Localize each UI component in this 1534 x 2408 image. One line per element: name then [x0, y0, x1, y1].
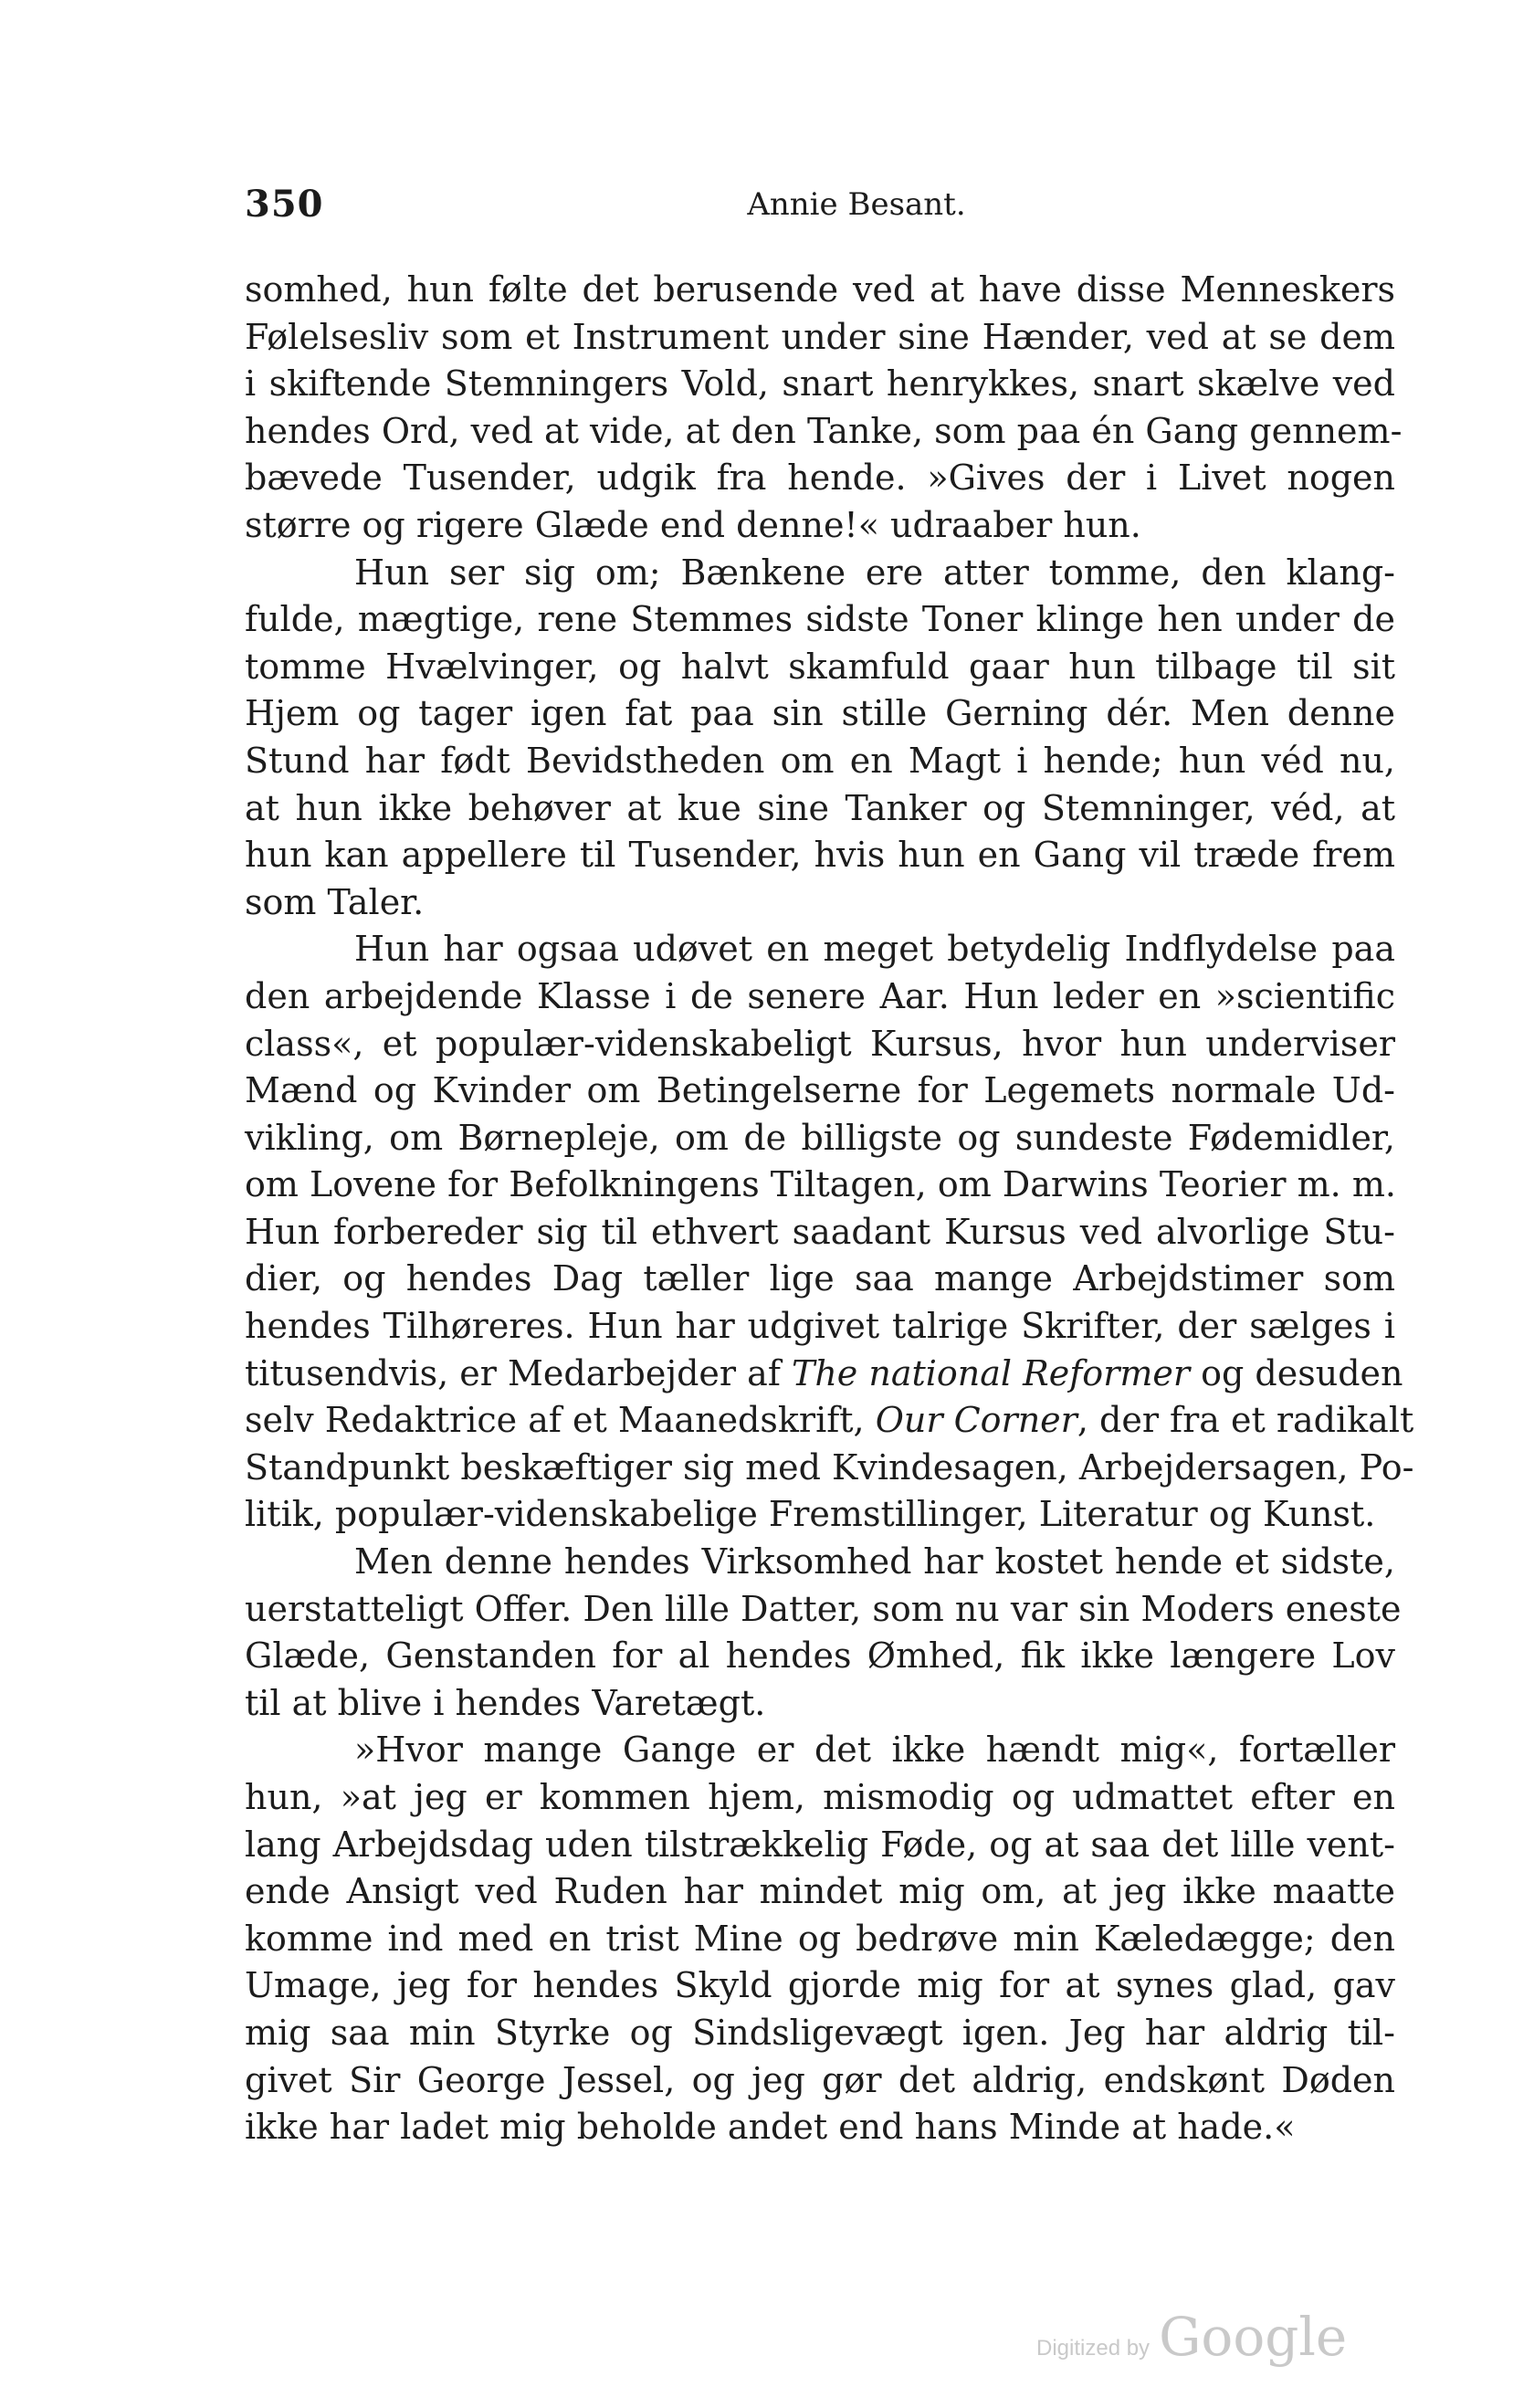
- text-line: komme ind med en trist Mine og bedrøve min Kæledægge; den: [245, 1918, 1395, 1959]
- paragraph-2: [245, 550, 1395, 927]
- paragraph-5: [245, 1727, 1395, 2150]
- line-text: selv Redaktrice af et Maanedskrift,: [245, 1400, 876, 1441]
- text-line: mig saa min Styrke og Sindsligevægt igen. Jeg har aldrig til-: [245, 2012, 1395, 2053]
- text-line: hendes Tilhøreres. Hun har udgivet talrige Skrifter, der sælges i: [245, 1306, 1395, 1347]
- text-line: Hjem og tager igen fat paa sin stille Gerning dér. Men denne: [245, 693, 1395, 734]
- page-number: 350: [245, 183, 324, 226]
- text-line: som Taler.: [245, 881, 425, 922]
- line-text: , der fra et radikalt: [1077, 1400, 1414, 1441]
- google-logo: Google: [1159, 2306, 1348, 2368]
- text-line: Følelsesliv som et Instrument under sine Hænder, ved at se dem: [245, 316, 1395, 357]
- paragraph-4: [245, 1539, 1402, 1727]
- digitized-label: Digitized by: [1036, 2336, 1150, 2361]
- text-line: uerstatteligt Offer. Den lille Datter, som nu var sin Moders eneste: [245, 1588, 1402, 1629]
- digitized-watermark: [1036, 2306, 1347, 2368]
- text-line: fulde, mægtige, rene Stemmes sidste Toner klinge hen under de: [245, 599, 1395, 640]
- text-line: somhed, hun følte det berusende ved at have disse Menneskers: [245, 269, 1395, 310]
- paragraph-1: [245, 267, 1403, 550]
- text-line: bævede Tusender, udgik fra hende. »Gives der i Livet nogen: [245, 457, 1395, 499]
- text-line-with-title: [245, 1397, 1414, 1445]
- text-line: vikling, om Børnepleje, om de billigste og sundeste Fødemidler,: [245, 1117, 1395, 1158]
- line-text: og desuden: [1190, 1352, 1403, 1393]
- text-line: lang Arbejdsdag uden tilstrækkelig Føde, og at saa det lille vent-: [245, 1824, 1395, 1865]
- text-line: Stund har født Bevidstheden om en Magt i hende; hun véd nu,: [245, 740, 1395, 781]
- periodical-title: Our Corner: [875, 1400, 1077, 1441]
- text-line: Men denne hendes Virksomhed har kostet hende et sidste,: [354, 1541, 1395, 1583]
- text-line: litik, populær-videnskabelige Fremstillinger, Literatur og Kunst.: [245, 1494, 1376, 1535]
- text-line: ikke har ladet mig beholde andet end hans Minde at hade.«: [245, 2107, 1296, 2148]
- text-line: tomme Hvælvinger, og halvt skamfuld gaar hun tilbage til sit: [245, 646, 1395, 687]
- text-line: hun kan appellere til Tusender, hvis hun en Gang vil træde frem: [245, 835, 1395, 876]
- text-line: Hun forbereder sig til ethvert saadant Kursus ved alvorlige Stu-: [245, 1211, 1395, 1252]
- text-line: Umage, jeg for hendes Skyld gjorde mig for at synes glad, gav: [245, 1965, 1395, 2006]
- page-header: [245, 183, 1413, 237]
- periodical-title: The national Reformer: [791, 1352, 1191, 1393]
- text-line: Mænd og Kvinder om Betingelserne for Legemets normale Ud-: [245, 1070, 1395, 1111]
- text-line: den arbejdende Klasse i de senere Aar. Hun leder en »scientific: [245, 975, 1395, 1016]
- text-line: at hun ikke behøver at kue sine Tanker og Stemninger, véd, at: [245, 787, 1395, 828]
- body-text: [245, 267, 1414, 2151]
- text-line: Hun ser sig om; Bænkene ere atter tomme, den klang-: [354, 552, 1395, 593]
- line-text: titusendvis, er Medarbejder af: [245, 1352, 792, 1393]
- text-line: class«, et populær-videnskabeligt Kursus, hvor hun underviser: [245, 1023, 1395, 1064]
- text-line: dier, og hendes Dag tæller lige saa mange Arbejdstimer som: [245, 1258, 1395, 1299]
- text-line: hendes Ord, ved at vide, at den Tanke, som paa én Gang gennem-: [245, 410, 1403, 451]
- text-line: givet Sir George Jessel, og jeg gør det aldrig, endskønt Døden: [245, 2059, 1395, 2100]
- text-line: Glæde, Genstanden for al hendes Ømhed, fik ikke længere Lov: [245, 1635, 1395, 1677]
- text-line: »Hvor mange Gange er det ikke hændt mig«, fortæller: [354, 1730, 1395, 1771]
- text-line: hun, »at jeg er kommen hjem, mismodig og udmattet efter en: [245, 1777, 1395, 1817]
- paragraph-3: [245, 926, 1414, 1539]
- text-line: i skiftende Stemningers Vold, snart henrykkes, snart skælve ved: [245, 363, 1395, 405]
- text-line-with-title: [245, 1351, 1403, 1398]
- text-line: til at blive i hendes Varetægt.: [245, 1682, 766, 1723]
- text-line: større og rigere Glæde end denne!« udraaber hun.: [245, 504, 1141, 545]
- text-line: ende Ansigt ved Ruden har mindet mig om, at jeg ikke maatte: [245, 1871, 1395, 1912]
- text-line: om Lovene for Befolkningens Tiltagen, om Darwins Teorier m. m.: [245, 1164, 1396, 1205]
- running-head: Annie Besant.: [747, 186, 966, 223]
- text-line: Hun har ogsaa udøvet en meget betydelig Indflydelse paa: [354, 929, 1395, 970]
- text-line: Standpunkt beskæftiger sig med Kvindesagen, Arbejdersagen, Po-: [245, 1446, 1414, 1488]
